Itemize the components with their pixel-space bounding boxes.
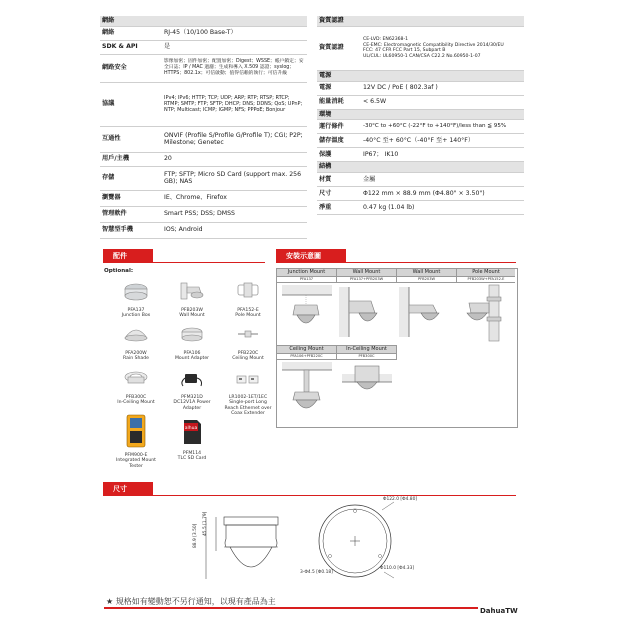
accessory-name: TLC SD Card xyxy=(177,456,207,461)
bottom-diameter-label: Φ110.0 [Φ4.33] xyxy=(380,566,415,571)
svg-text:alhua: alhua xyxy=(184,426,198,431)
spec-key: 材質 xyxy=(317,173,361,187)
spec-value: Smart PSS; DSS; DMSS xyxy=(162,206,307,222)
mount-adapter-icon xyxy=(179,324,205,346)
in-ceiling-mount-icon xyxy=(123,368,149,390)
accessory-name: Wall Mount xyxy=(179,313,205,318)
spec-value: -40°C 至+ 60°C（-40°F 至+ 140°F） xyxy=(361,134,524,148)
footer-note: ★ 規格如有變動恕不另行通知，以現有產品為主 xyxy=(106,597,276,606)
sd-card-icon xyxy=(179,418,205,446)
group-header: 環境 xyxy=(317,109,524,120)
spec-key: 保護 xyxy=(317,148,361,162)
mount-model: PFA137 xyxy=(277,276,337,283)
pole-mount-icon xyxy=(235,281,261,303)
mount-model: PFB203W xyxy=(397,276,457,283)
ceiling-mount-icon xyxy=(235,324,261,346)
accessory-model: PFM900-E xyxy=(124,452,148,458)
install-divider xyxy=(276,262,516,263)
accessory-name: Mount Adapter xyxy=(174,356,210,361)
accessories-divider xyxy=(103,262,265,263)
spec-key: 協議 xyxy=(100,82,162,126)
spec-value: 影像加密；固件加密；配置加密；Digest；WSSE；帳戶鎖定；安全日誌；IP / MAC 過濾；生成和導入 X.509 認證；syslog；HTTPS；802.1x；可信啟動；值得信賴的執行；可信升級 xyxy=(162,54,307,82)
spec-value: FTP; SFTP; Micro SD Card (support max. 256 GB); NAS xyxy=(162,166,307,190)
accessory-name: Ceiling Mount xyxy=(232,356,264,361)
accessory-pfb300c xyxy=(110,368,162,406)
ethernet-extender-icon xyxy=(235,368,261,390)
mount-model: PFB300C xyxy=(337,353,397,360)
spec-value: 金屬 xyxy=(361,173,524,187)
spec-key: 管理軟件 xyxy=(100,206,162,222)
accessory-name: DC12V1A Power Adapter xyxy=(173,400,211,411)
optional-label: Optional: xyxy=(104,268,134,274)
mount-model: PFA106+PFB220C xyxy=(277,353,337,360)
install-section-title: 安裝示意圖 xyxy=(276,249,346,263)
mount-title: Ceiling Mount xyxy=(277,345,337,353)
spec-value: 是 xyxy=(162,40,307,54)
spec-value: CE-LVD: EN62368-1 CE-EMC: Electromagnetic Compatibility Directive 2014/30/EU FCC: 47 CFR FCC Part 15, Subpart B UL/CUL: UL60950-1 CAN/CSA C22.2 No.60950-1-07 xyxy=(361,26,524,70)
spec-value: Φ122 mm × 88.9 mm (Φ4.80" × 3.50") xyxy=(361,187,524,201)
wall-mount-illustration xyxy=(397,283,456,343)
spec-key: 淨重 xyxy=(317,201,361,215)
spec-key: 瀏覽器 xyxy=(100,190,162,206)
spec-key: SDK & API xyxy=(100,40,162,54)
spec-value: 12V DC / PoE ( 802.3af ) xyxy=(361,81,524,95)
accessory-pfb203w xyxy=(166,281,218,319)
spec-value: RJ-45（10/100 Base-T） xyxy=(162,26,307,40)
spec-value: -30°C to +60°C (-22°F to +140°F)/less than ≦ 95% xyxy=(361,120,524,134)
accessory-model: PFA200W xyxy=(125,350,147,356)
certification-spec-table xyxy=(317,16,524,215)
mount-title: In-Ceiling Mount xyxy=(337,345,397,353)
accessory-name: Junction Box xyxy=(121,313,151,318)
network-spec-header: 網絡 xyxy=(100,16,307,26)
mount-model: PFA137+PFB203W xyxy=(337,276,397,283)
accessory-model: PFA152-E xyxy=(237,307,259,313)
mount-title: Pole Mount xyxy=(457,269,515,276)
accessory-pfa152e xyxy=(222,281,274,319)
spec-key: 互通性 xyxy=(100,126,162,152)
dimensions-divider xyxy=(103,495,516,496)
wall-mount-junction-illustration xyxy=(337,283,396,343)
height-label: 88.9 [3.50] xyxy=(193,523,198,548)
junction-mount-illustration xyxy=(277,283,336,343)
spec-key: 網絡 xyxy=(100,26,162,40)
accessory-name: Pole Mount xyxy=(235,313,261,318)
accessory-model: PFM321D xyxy=(181,394,203,400)
height2-label: 45.5 [1.79] xyxy=(203,511,208,536)
spec-key: 存儲 xyxy=(100,166,162,190)
mount-title: Wall Mount xyxy=(337,269,397,276)
spec-key: 儲存溫度 xyxy=(317,134,361,148)
brand-name: DahuaTW xyxy=(480,607,518,615)
spec-value: IE、Chrome、Firefox xyxy=(162,190,307,206)
spec-key: 能量消耗 xyxy=(317,95,361,109)
accessory-pfm321d xyxy=(166,368,218,411)
top-diameter-label: Φ122.0 [Φ4.80] xyxy=(383,497,418,502)
hole-label: 3-Φ4.5 [Φ0.18] xyxy=(300,570,333,575)
spec-value: 20 xyxy=(162,152,307,166)
accessory-name: In-Ceiling Mount xyxy=(117,400,155,405)
group-header: 電源 xyxy=(317,70,524,81)
accessory-name: Rain Shade xyxy=(123,356,149,361)
mount-model: PFB203W+PFA152-E xyxy=(457,276,515,283)
accessory-model: PFB300C xyxy=(125,394,147,400)
accessories-section-title: 配件 xyxy=(103,249,153,263)
network-spec-table xyxy=(100,16,307,239)
mount-title: Junction Mount xyxy=(277,269,337,276)
group-header: 資質認證 xyxy=(317,16,524,26)
ceiling-mount-illustration xyxy=(277,360,336,424)
in-ceiling-mount-illustration xyxy=(337,360,396,424)
accessory-pfa137 xyxy=(110,281,162,319)
accessory-model: PFA106 xyxy=(183,350,201,356)
accessory-pfb220c xyxy=(222,324,274,362)
accessory-model: LR1002-1ET/1EC xyxy=(228,394,268,400)
accessory-pfm114 xyxy=(166,418,218,462)
group-header: 結構 xyxy=(317,162,524,173)
power-adapter-icon xyxy=(179,368,205,390)
accessory-name: Integrated Mount Tester xyxy=(116,458,156,469)
accessory-pfa200w xyxy=(110,324,162,362)
pole-mount-illustration xyxy=(457,283,515,343)
side-view-drawing xyxy=(196,505,286,585)
spec-value: IPv4; IPv6; HTTP; TCP; UDP; ARP; RTP; RTSP; RTCP; RTMP; SMTP; FTP; SFTP; DHCP; DNS; DDNS; QoS; UPnP; NTP; Multicast; ICMP; IGMP; NFS; PPPoE; Bonjour xyxy=(162,82,307,126)
accessory-name: Single-port Long Reach Ethernet over Coax Extender xyxy=(224,400,272,416)
accessory-model: PFB220C xyxy=(237,350,259,356)
rain-shade-icon xyxy=(123,324,149,346)
accessory-model: PFA137 xyxy=(127,307,145,313)
spec-key: 運行條件 xyxy=(317,120,361,134)
spec-key: 用戶/主機 xyxy=(100,152,162,166)
accessory-model: PFM114 xyxy=(182,450,202,456)
spec-key: 電源 xyxy=(317,81,361,95)
accessory-pfm900e xyxy=(110,414,162,469)
spec-value: < 6.5W xyxy=(361,95,524,109)
spec-key: 智慧型手機 xyxy=(100,222,162,238)
wall-mount-icon xyxy=(179,281,205,303)
accessory-model: PFB203W xyxy=(181,307,203,313)
junction-box-icon xyxy=(123,281,149,303)
mount-tester-icon xyxy=(123,414,149,448)
footer-divider xyxy=(104,607,514,609)
spec-key: 網路安全 xyxy=(100,54,162,82)
spec-value: IOS; Android xyxy=(162,222,307,238)
spec-value: ONVIF (Profile S/Profile G/Profile T); CGI; P2P; Milestone; Genetec xyxy=(162,126,307,152)
spec-key: 尺寸 xyxy=(317,187,361,201)
mount-title: Wall Mount xyxy=(397,269,457,276)
spec-value: 0.47 kg (1.04 lb) xyxy=(361,201,524,215)
spec-value: IP67； IK10 xyxy=(361,148,524,162)
spec-key: 資質認證 xyxy=(317,26,361,70)
dimensions-section-title: 尺寸 xyxy=(103,482,153,496)
accessory-lr1002 xyxy=(222,368,274,417)
accessory-pfa106 xyxy=(166,324,218,362)
